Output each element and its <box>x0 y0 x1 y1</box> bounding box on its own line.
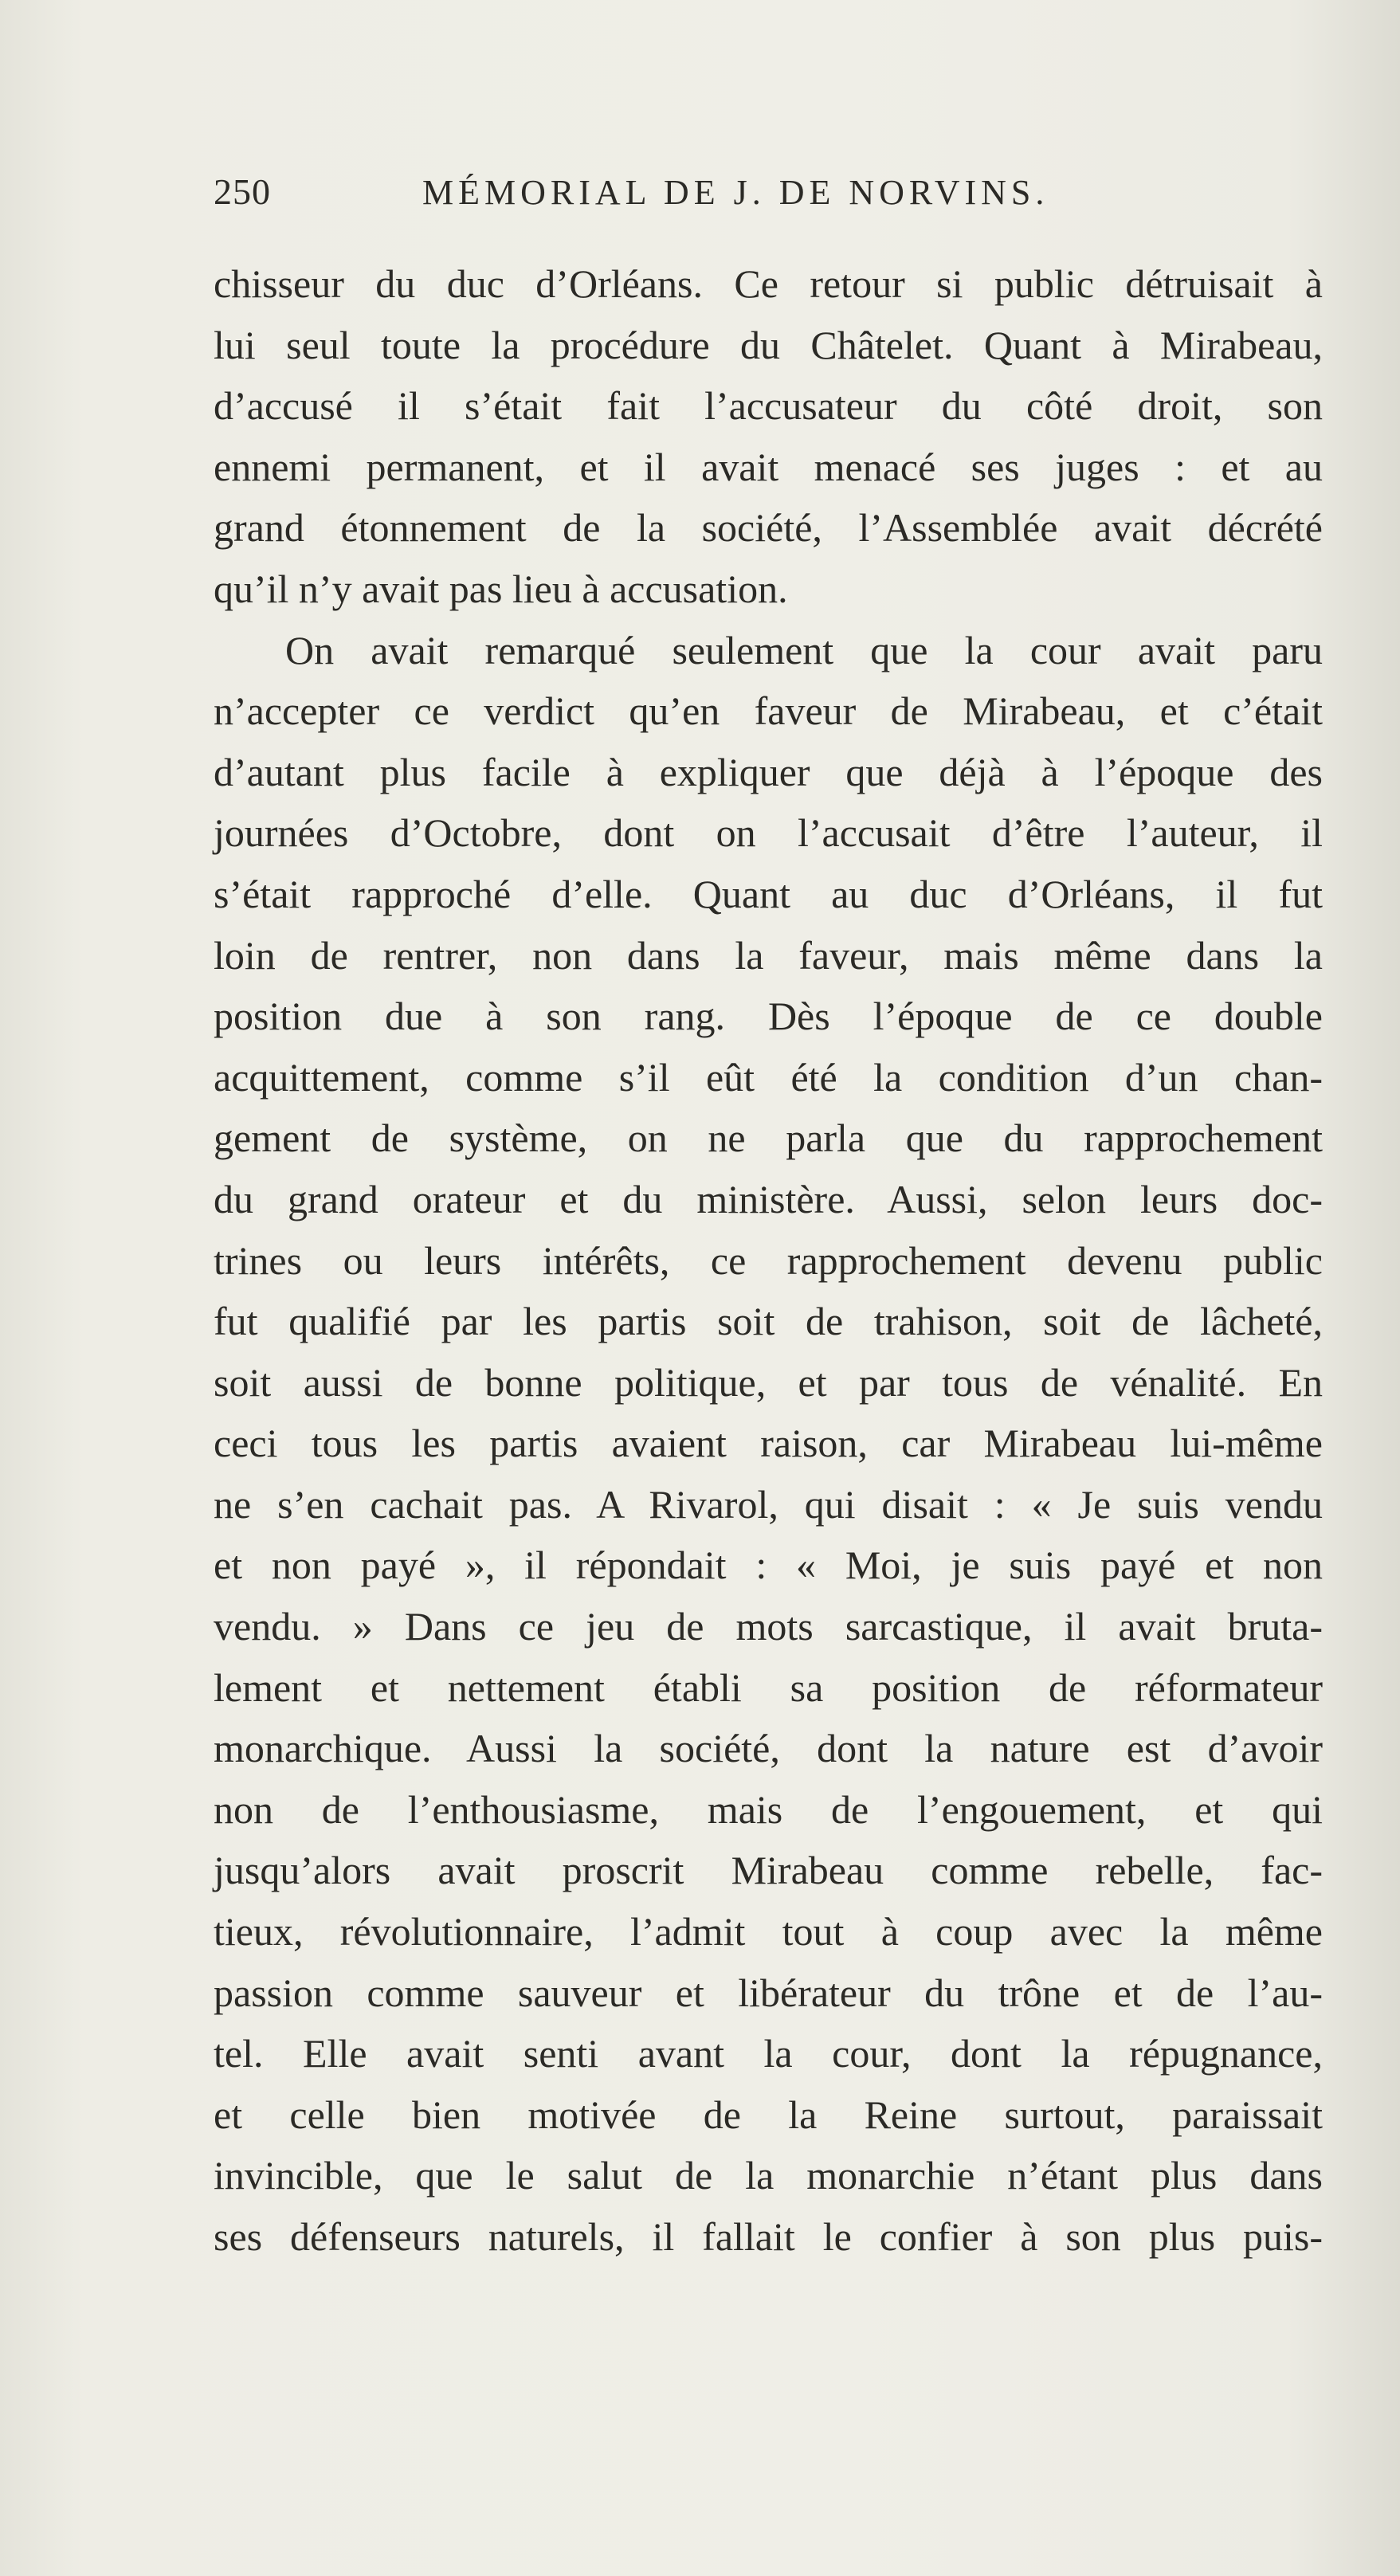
text-line: et non payé », il répondait : « Moi, je suis payé et non <box>214 1543 1323 1588</box>
text-line: invincible, que le salut de la monarchie n’étant plus dans <box>214 2153 1323 2198</box>
text-line: trines ou leurs intérêts, ce rapprochement devenu public <box>214 1237 1323 1283</box>
page-header <box>214 171 1074 226</box>
text-line: d’autant plus facile à expliquer que déjà à l’époque des <box>214 749 1323 794</box>
text-line: tieux, révolutionnaire, l’admit tout à coup avec la même <box>214 1909 1323 1955</box>
text-line: monarchique. Aussi la société, dont la nature est d’avoir <box>214 1726 1323 1771</box>
text-line: tel. Elle avait senti avant la cour, dont la répugnance, <box>214 2031 1323 2076</box>
text-line: lement et nettement établi sa position de réformateur <box>214 1664 1323 1710</box>
text-line: soit aussi de bonne politique, et par tous de vénalité. En <box>214 1359 1323 1405</box>
text-line: jusqu’alors avait proscrit Mirabeau comme rebelle, fac- <box>214 1848 1323 1893</box>
text-line: qu’il n’y avait pas lieu à accusation. <box>214 566 788 611</box>
text-line: d’accusé il s’était fait l’accusateur du côté droit, son <box>214 383 1323 429</box>
text-line: fut qualifié par les partis soit de trahison, soit de lâcheté, <box>214 1299 1323 1344</box>
text-line: n’accepter ce verdict qu’en faveur de Mirabeau, et c’était <box>214 688 1323 734</box>
text-line: position due à son rang. Dès l’époque de ce double <box>214 994 1323 1039</box>
text-line: loin de rentrer, non dans la faveur, mais même dans la <box>214 932 1323 978</box>
text-line: grand étonnement de la société, l’Assemblée avait décrété <box>214 505 1323 551</box>
running-title: MÉMORIAL DE J. DE NORVINS. <box>422 173 1049 212</box>
text-line: chisseur du duc d’Orléans. Ce retour si public détruisait à <box>214 261 1323 306</box>
text-line: passion comme sauveur et libérateur du trône et de l’au- <box>214 1970 1323 2015</box>
text-line: ne s’en cachait pas. A Rivarol, qui disait : « Je suis vendu <box>214 1481 1323 1527</box>
text-line: et celle bien motivée de la Reine surtout, paraissait <box>214 2092 1323 2137</box>
text-line: ses défenseurs naturels, il fallait le confier à son plus puis- <box>214 2214 1323 2259</box>
text-line: ceci tous les partis avaient raison, car Mirabeau lui-même <box>214 1421 1323 1466</box>
text-line: ennemi permanent, et il avait menacé ses juges : et au <box>214 444 1323 489</box>
text-line: acquittement, comme s’il eût été la condition d’un chan- <box>214 1054 1323 1100</box>
body-text <box>214 253 1323 2268</box>
text-line: du grand orateur et du ministère. Aussi, selon leurs doc- <box>214 1176 1323 1221</box>
text-line: non de l’enthousiasme, mais de l’engouement, et qui <box>214 1786 1323 1832</box>
page-number: 250 <box>214 171 271 212</box>
text-line: gement de système, on ne parla que du rapprochement <box>214 1115 1323 1161</box>
text-line: vendu. » Dans ce jeu de mots sarcastique, il avait bruta- <box>214 1604 1323 1649</box>
text-line: On avait remarqué seulement que la cour avait paru <box>285 627 1323 672</box>
text-line: s’était rapproché d’elle. Quant au duc d’Orléans, il fut <box>214 871 1323 916</box>
text-line: lui seul toute la procédure du Châtelet. Quant à Mirabeau, <box>214 322 1323 367</box>
text-line: journées d’Octobre, dont on l’accusait d’être l’auteur, il <box>214 810 1323 856</box>
